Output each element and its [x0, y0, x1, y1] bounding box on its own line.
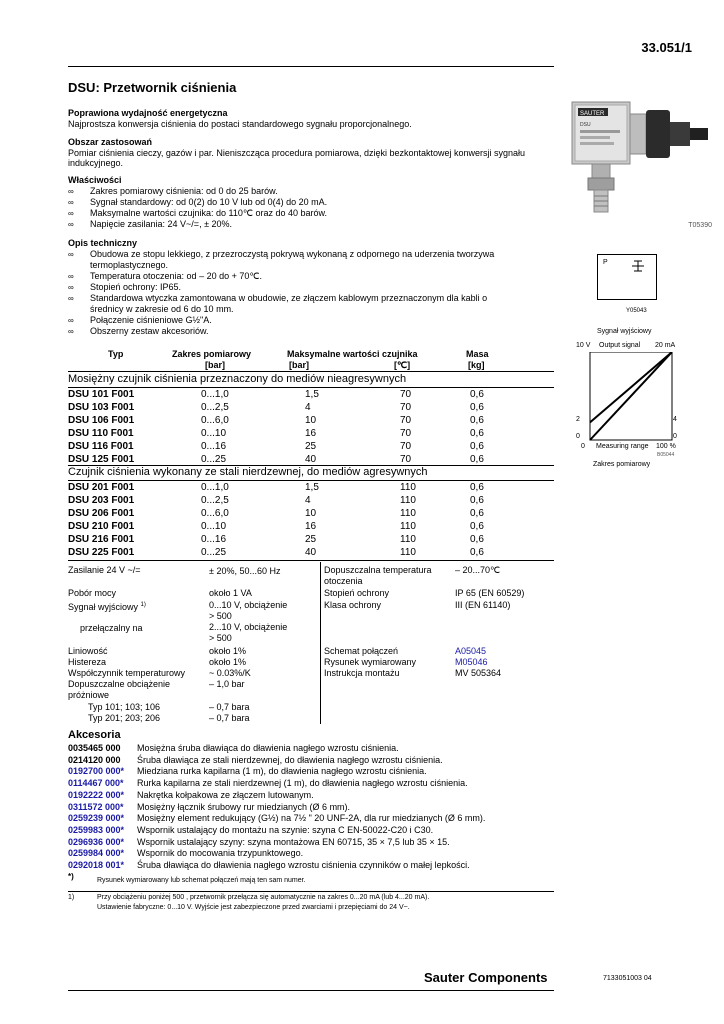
- accessory-item: [68, 765, 554, 777]
- pressure-transmitter-image: [566, 92, 714, 232]
- max-bar-cell: 10: [305, 508, 317, 519]
- accessory-desc: Nakrętka kołpakowa ze złączem lutowanym.: [137, 789, 314, 800]
- range-cell: 0...25: [201, 454, 227, 465]
- type-cell: DSU 106 F001: [68, 415, 135, 426]
- range-cell: 0...10: [201, 521, 227, 532]
- max-temp-cell: 110: [400, 508, 416, 519]
- technical-item: średnicy w zakresie od 6 do 10 mm.: [90, 304, 234, 314]
- accessory-code: 0259984 000*: [68, 848, 125, 859]
- accessory-desc: Mosiężna śruba dławiąca do dławienia nagłego wzrostu ciśnienia.: [137, 743, 399, 753]
- mass-cell: 0,6: [470, 415, 484, 426]
- series-line-1: [590, 352, 672, 422]
- col-head-max-c: [℃]: [394, 360, 411, 370]
- spec-divider: [320, 562, 321, 724]
- intro-text: Najprostsza konwersja ciśnienia do postaci standardowego sygnału proporcjonalnego.: [68, 119, 412, 129]
- col-head-max: Maksymalne wartości czujnika: [287, 349, 418, 359]
- range-cell: 0...1,0: [201, 389, 229, 400]
- type-cell: DSU 103 F001: [68, 402, 135, 413]
- table-row: [68, 481, 554, 494]
- dim-label: Rysunek wymiarowany: [324, 657, 417, 667]
- bullet-icon: ∞: [68, 209, 74, 218]
- footnote-line-2: Ustawienie fabryczne: 0...10 V. Wyjście jest zabezpieczone przed zwarciami i przepięciami do 24 V~.: [97, 904, 410, 911]
- application-text-2: indukcyjnego.: [68, 158, 124, 168]
- accessory-code: 0311572 000*: [68, 801, 124, 812]
- technical-item: Obudowa ze stopu lekkiego, z przezroczystą pokrywą wykonaną z odpornego na uderzenia tworzywa: [90, 249, 495, 259]
- table-row: [68, 520, 554, 533]
- accessory-code: 0292018 001*: [68, 860, 125, 870]
- max-bar-cell: 40: [305, 454, 317, 465]
- ambient-value: – 20...70℃: [455, 565, 501, 575]
- star-note: Rysunek wymiarowany lub schemat połączeń mają ten sam numer.: [97, 877, 306, 884]
- tempcoef-label: Współczynnik temperaturowy: [68, 668, 186, 678]
- max-temp-cell: 110: [400, 495, 416, 506]
- technical-item: Połączenie ciśnieniowe G½"A.: [90, 315, 212, 325]
- table-row: [68, 546, 554, 559]
- type-cell: DSU 101 F001: [68, 389, 135, 400]
- max-bar-cell: 25: [305, 441, 317, 452]
- max-temp-cell: 110: [400, 534, 416, 545]
- wiring-label: Schemat połączeń: [324, 646, 399, 656]
- linearity-value: około 1%: [209, 646, 247, 656]
- type-cell: DSU 125 F001: [68, 454, 135, 465]
- footnote-mark: 1): [68, 894, 75, 901]
- max-temp-cell: 70: [400, 402, 412, 413]
- max-temp-cell: 70: [400, 454, 412, 465]
- table-row: [68, 414, 554, 427]
- ambient-label-1: Dopuszczalna temperatura: [324, 565, 432, 575]
- protection-label: Stopień ochrony: [324, 588, 390, 598]
- symbol-p-label: P: [603, 259, 608, 266]
- protection-value: IP 65 (EN 60529): [455, 588, 525, 598]
- range-cell: 0...25: [201, 547, 227, 558]
- chart-right-low: 4: [673, 416, 677, 423]
- type-cell: DSU 116 F001: [68, 441, 134, 452]
- mass-cell: 0,6: [470, 508, 484, 519]
- max-bar-cell: 4: [305, 402, 311, 413]
- accessory-code: 0259983 000*: [68, 824, 125, 835]
- mass-cell: 0,6: [470, 441, 484, 452]
- linearity-label: Liniowość: [68, 646, 108, 656]
- accessory-code: 0259239 000*: [68, 813, 125, 824]
- supply-value: ± 20%, 50...60 Hz: [209, 566, 281, 576]
- switch-value-2: > 500: [209, 633, 232, 643]
- max-bar-cell: 10: [305, 415, 317, 426]
- install-label: Instrukcja montażu: [324, 668, 400, 678]
- svg-text:DSU: DSU: [580, 122, 591, 128]
- max-temp-cell: 70: [400, 428, 412, 439]
- load-typ2-value: – 0,7 bara: [209, 713, 250, 723]
- table-row: [68, 507, 554, 520]
- chart-x-mid: Measuring range: [596, 443, 649, 450]
- output-signal-chart: [580, 352, 680, 442]
- technical-item: Standardowa wtyczka zamontowana w obudowie, ze złączem kablowym przeznaczonym dla kabli o: [90, 293, 488, 303]
- bullet-icon: ∞: [68, 220, 74, 229]
- chart-top-left: 10 V: [576, 342, 591, 349]
- footnote-line-1: Przy obciążeniu poniżej 500 , przetwornik przełącza się automatycznie na zakres 0...20 mA (lub 4...20 mA).: [97, 894, 430, 901]
- mass-cell: 0,6: [470, 454, 484, 465]
- switch-value-1: 2...10 V, obciążenie: [209, 622, 288, 632]
- hysteresis-label: Histereza: [68, 657, 107, 667]
- col-head-mass-unit: [kg]: [468, 360, 485, 370]
- max-temp-cell: 70: [400, 415, 412, 426]
- footer-rule: [68, 990, 554, 991]
- mass-cell: 0,6: [470, 428, 484, 439]
- range-cell: 0...2,5: [201, 402, 229, 413]
- max-bar-cell: 25: [305, 534, 317, 545]
- footer-brand: Sauter Components: [424, 970, 548, 985]
- supply-label: Zasilanie 24 V ~/=: [68, 565, 141, 575]
- range-cell: 0...16: [201, 534, 227, 545]
- table-row: [68, 427, 554, 440]
- chart-title: Sygnał wyjściowy: [597, 328, 652, 335]
- max-bar-cell: 4: [305, 495, 311, 506]
- max-temp-cell: 110: [400, 482, 416, 493]
- series-line-0: [590, 352, 672, 440]
- col-head-range-unit: [bar]: [205, 360, 225, 370]
- chart-xlabel: Zakres pomiarowy: [593, 461, 651, 468]
- symbol-icon: [628, 258, 648, 276]
- product-photo: [566, 92, 714, 232]
- signal-label: Sygnał wyjściowy $^{1)}$: [68, 602, 146, 612]
- bullet-icon: ∞: [68, 272, 74, 281]
- accessory-code: 0214120 000: [68, 754, 121, 765]
- type-cell: DSU 110 F001: [68, 428, 134, 439]
- signal-value-2: > 500: [209, 611, 232, 621]
- mass-cell: 0,6: [470, 521, 484, 532]
- load-label-2: próżniowe: [68, 690, 110, 700]
- footer-code: 7133051003 04: [603, 975, 652, 982]
- mass-cell: 0,6: [470, 547, 484, 558]
- accessory-desc: Wspornik do mocowania trzypunktowego.: [137, 848, 304, 859]
- max-bar-cell: 16: [305, 521, 317, 532]
- table-row: [68, 494, 554, 507]
- class-value: III (EN 61140): [455, 600, 511, 610]
- wiring-link[interactable]: A05045: [455, 646, 487, 656]
- chart-x-max: 100 %: [656, 443, 676, 450]
- range-cell: 0...2,5: [201, 495, 229, 506]
- accessory-code: 0192222 000*: [68, 789, 125, 800]
- table-row: [68, 401, 554, 414]
- class-label: Klasa ochrony: [324, 600, 382, 610]
- install-value: MV 505364: [455, 668, 502, 678]
- accessory-item: [68, 789, 554, 801]
- mass-cell: 0,6: [470, 402, 484, 413]
- chart-left-zero: 0: [576, 433, 580, 440]
- bullet-icon: ∞: [68, 283, 74, 292]
- load-typ1-value: – 0,7 bara: [209, 702, 250, 712]
- range-cell: 0...16: [201, 441, 227, 452]
- accessory-item: [68, 859, 554, 871]
- mass-cell: 0,6: [470, 495, 484, 506]
- accessory-code: 0296936 000*: [68, 836, 125, 847]
- accessory-desc: Miedziana rurka kapilarna (1 m), do dławienia nagłego wzrostu ciśnienia.: [137, 766, 427, 777]
- accessory-item: [68, 801, 554, 813]
- property-item: Napięcie zasilania: 24 V~/=, ± 20%.: [90, 219, 233, 229]
- col-head-range: Zakres pomiarowy: [172, 349, 252, 359]
- bullet-icon: ∞: [68, 316, 74, 325]
- footnote-rule: [68, 891, 554, 892]
- accessory-code: 0192700 000*: [68, 766, 125, 777]
- bullet-icon: ∞: [68, 187, 74, 196]
- technical-heading: Opis techniczny: [68, 238, 138, 248]
- technical-item: Temperatura otoczenia: od – 20 do + 70℃.: [90, 271, 262, 281]
- range-cell: 0...6,0: [201, 415, 229, 426]
- max-temp-cell: 110: [400, 521, 416, 532]
- page-title: DSU: Przetwornik ciśnienia: [68, 80, 237, 95]
- range-cell: 0...6,0: [201, 508, 229, 519]
- table-rule-bottom: [68, 560, 554, 561]
- range-cell: 0...10: [201, 428, 227, 439]
- accessory-item: [68, 824, 554, 836]
- max-bar-cell: 1,5: [305, 389, 319, 400]
- accessory-item: [68, 847, 554, 859]
- col-head-max-bar: [bar]: [289, 360, 309, 370]
- doc-number: 33.051/1: [641, 40, 692, 55]
- accessory-desc: Mosiężny łącznik śrubowy rur miedzianych (Ø 6 mm).: [137, 801, 351, 812]
- load-typ2-label: Typ 201; 203; 206: [88, 713, 161, 723]
- star-note-mark: *): [68, 872, 74, 881]
- max-bar-cell: 16: [305, 428, 317, 439]
- svg-text:SAUTER: SAUTER: [580, 111, 605, 117]
- col-head-typ: Typ: [108, 349, 124, 359]
- accessory-item: [68, 777, 554, 789]
- type-cell: DSU 225 F001: [68, 547, 135, 558]
- max-temp-cell: 70: [400, 441, 412, 452]
- application-heading: Obszar zastosowań: [68, 137, 153, 147]
- max-temp-cell: 110: [400, 547, 416, 558]
- tempcoef-value: ~ 0.03%/K: [209, 668, 251, 678]
- ambient-label-2: otoczenia: [324, 576, 363, 586]
- property-item: Zakres pomiarowy ciśnienia: od 0 do 25 barów.: [90, 186, 278, 196]
- group-1-title: Mosiężny czujnik ciśnienia przeznaczony do mediów nieagresywnych: [68, 373, 407, 385]
- accessory-item: [68, 742, 554, 754]
- chart-id: B05044: [657, 452, 675, 458]
- power-value: około 1 VA: [209, 588, 252, 598]
- switch-label: przełączalny na: [80, 623, 143, 633]
- type-cell: DSU 210 F001: [68, 521, 135, 532]
- table-row: [68, 440, 554, 453]
- table-row: [68, 388, 554, 401]
- table-row: [68, 533, 554, 546]
- type-cell: DSU 206 F001: [68, 508, 135, 519]
- technical-item: Stopień ochrony: IP65.: [90, 282, 182, 292]
- chart-top-right: 20 mA: [655, 342, 676, 349]
- load-label-1: Dopuszczalne obciążenie: [68, 679, 171, 689]
- photo-id: T05390: [688, 222, 712, 229]
- col-head-mass: Masa: [466, 349, 489, 359]
- properties-heading: Właściwości: [68, 175, 122, 185]
- signal-symbol-icon: [628, 258, 648, 274]
- bullet-icon: ∞: [68, 250, 74, 259]
- symbol-id: Y05043: [626, 308, 647, 314]
- accessory-desc: Śruba dławiąca do dławienia nagłego wzrostu ciśnienia czynników o małej lepkości.: [137, 860, 470, 870]
- chart-top-mid: Output signal: [599, 342, 641, 349]
- application-text-1: Pomiar ciśnienia cieczy, gazów i par. Nieniszcząca procedura pomiarowa, dzięki bezkontaktowej konwersji sygnału: [68, 148, 526, 158]
- accessory-desc: Rurka kapilarna ze stali nierdzewnej (1 m), do dławienia nagłego wzrostu ciśnienia.: [137, 778, 468, 789]
- chart-left-low: 2: [576, 416, 580, 423]
- technical-item: Obszerny zestaw akcesoriów.: [90, 326, 209, 336]
- accessories-heading: Akcesoria: [68, 729, 121, 741]
- type-cell: DSU 216 F001: [68, 534, 135, 545]
- bullet-icon: ∞: [68, 294, 74, 303]
- technical-item: termoplastycznego.: [90, 260, 169, 270]
- intro-heading: Poprawiona wydajność energetyczna: [68, 108, 228, 118]
- accessory-item: [68, 754, 554, 766]
- bullet-icon: ∞: [68, 327, 74, 336]
- chart-x-zero: 0: [581, 443, 585, 450]
- table-rule-top: [68, 371, 554, 372]
- type-cell: DSU 203 F001: [68, 495, 135, 506]
- header-rule: [68, 66, 554, 67]
- mass-cell: 0,6: [470, 482, 484, 493]
- accessory-desc: Śruba dławiąca ze stali nierdzewnej, do dławienia nagłego wzrostu ciśnienia.: [137, 754, 443, 765]
- power-label: Pobór mocy: [68, 588, 117, 598]
- accessory-item: [68, 836, 554, 848]
- max-bar-cell: 40: [305, 547, 317, 558]
- property-item: Sygnał standardowy: od 0(2) do 10 V lub od 0(4) do 20 mA.: [90, 197, 328, 207]
- chart-right-zero: 0: [673, 433, 677, 440]
- max-temp-cell: 70: [400, 389, 412, 400]
- hysteresis-value: około 1%: [209, 657, 247, 667]
- accessory-desc: Wspornik ustalający szyny: szyna montażowa EN 60715, 35 × 7,5 lub 35 × 15.: [137, 836, 450, 847]
- type-cell: DSU 201 F001: [68, 482, 135, 493]
- mass-cell: 0,6: [470, 534, 484, 545]
- load-value: – 1,0 bar: [209, 679, 245, 689]
- accessory-code: 0114467 000*: [68, 778, 124, 789]
- accessory-item: [68, 812, 554, 824]
- accessory-desc: Wspornik ustalający do montażu na szynie: szyna C EN-50022-C20 i C30.: [137, 824, 434, 835]
- max-bar-cell: 1,5: [305, 482, 319, 493]
- mass-cell: 0,6: [470, 389, 484, 400]
- bullet-icon: ∞: [68, 198, 74, 207]
- load-typ1-label: Typ 101; 103; 106: [88, 702, 161, 712]
- dim-link[interactable]: M05046: [455, 657, 488, 667]
- group-2-title: Czujnik ciśnienia wykonany ze stali nierdzewnej, do mediów agresywnych: [68, 466, 428, 478]
- accessory-code: 0035465 000: [68, 743, 121, 753]
- property-item: Maksymalne wartości czujnika: do 110℃ oraz do 40 barów.: [90, 208, 328, 218]
- signal-value-1: 0...10 V, obciążenie: [209, 600, 288, 610]
- accessory-desc: Mosiężny element redukujący (G½) na 7½ " 20 UNF-2A, dla rur miedzianych (Ø 6 mm).: [137, 813, 486, 824]
- range-cell: 0...1,0: [201, 482, 229, 493]
